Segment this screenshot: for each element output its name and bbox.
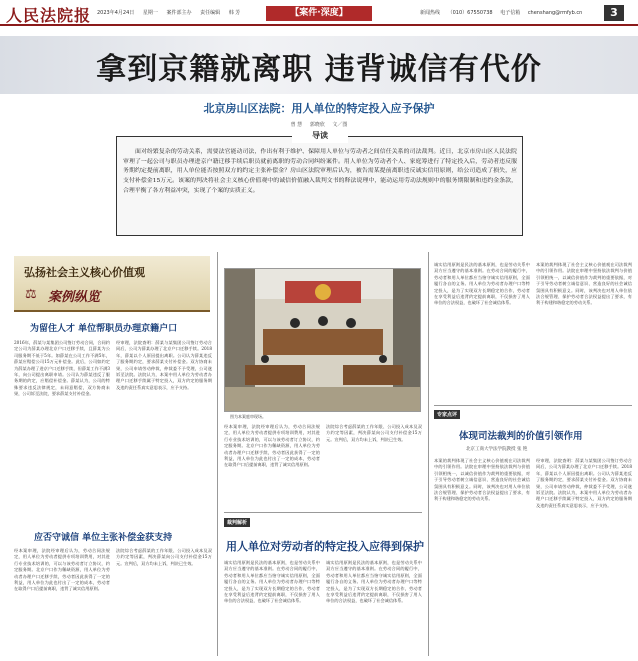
byline-author-2: 郭晓欣 [309, 122, 325, 128]
courtroom-illustration [225, 269, 421, 412]
right-author-meta: 北京工商大学法学院教授 张 艳 [466, 447, 528, 452]
byline [0, 121, 638, 128]
email-address: chenshang@rmfyb.cn [527, 10, 583, 16]
left-section-title-2: 应否守诚信 单位主张补偿金获支持 [34, 533, 173, 543]
scale-icon: ⚖ [25, 287, 37, 302]
headline-band [0, 36, 638, 94]
mid-section-title: 用人单位对劳动者的特定投入应得到保护 [226, 540, 424, 553]
column-divider-1 [217, 252, 218, 656]
headline: 拿到京籍就离职 违背诚信有代价 [96, 52, 542, 87]
hotline-label: 新闻热线 [420, 10, 441, 16]
col5-text-b: 经审理，法院查明：薛某与某集团公司签订劳动合同后，公司为薛某办理了北京户口迁移手续。2018年，薛某以个人原因提出离职。公司认为薛某违反了服务期约定，要求薛某支付补偿金。双方协商未果，公司申请劳动仲裁，仲裁委不予受理，公司遂诉至法院。法院认为，本案中用人单位为劳动者办理户口迁移手续属于特定投入，双方约定的服务期及违约责任系真实意思表示，应予支持。 [536, 458, 632, 508]
courtroom-photo [224, 268, 421, 412]
right-section-title: 体现司法裁判的价值引领作用 [459, 431, 583, 442]
col4-text-b: 本案的裁判体现了社会主义核心价值观在司法裁判中的引领作用。法院在审理中坚持依法裁判与价值引领相统一，以诚信价值作为裁判的重要依据，对于引导劳动者树立诚信意识、营造良好的社会诚信氛围具有积极意义。同时，该判决也对用人单位依法合规管理、保护劳动者合法权益提出了要求，有利于构建和谐稳定的劳动关系。 [536, 262, 632, 306]
mid-divider [224, 512, 422, 513]
col1-text-a: 2016年，薛某与某集团公司签订劳动合同，合同约定公司为薛某办理北京户口迁移手续，且薛某为公司服务期不低于5年。如薛某在公司工作不满5年，薛某应赔偿公司15万元补偿金。此后，公司如约定为薛某办理了进京户口迁移手续，但薛某工作不满3年，向公司提出离职申请。公司认为薛某违反了服务期的约定，应赔偿补偿金。薛某认为，公司的特殊要求违反法律规定，未同意赔偿，双方协商未果，公司诉至法院，要求薛某支付补偿金。 [14, 340, 110, 397]
hotline-number: （010）67550738 [447, 10, 493, 16]
banner-line-1: 弘扬社会主义核心价值观 [24, 266, 145, 279]
col3-text-a: 诚实信用原则是民法的基本原则，也是劳动关系中双方应当遵守的基本准则。在劳动合同的履行中，劳动者和用人单位都应当恪守诚实信用原则，全面履行各自的义务。用人单位为劳动者办理户口等特定投入，是为了实现双方长期稳定的合作，劳动者在享受利益后违背约定提前离职，不仅损害了用人单位的合法权益，也破坏了社会诚信体系。 [224, 560, 320, 604]
lead-box [116, 131, 523, 236]
photo-caption: 图为本案庭审现场。 [230, 414, 266, 419]
byline-suffix: 文／图 [332, 122, 348, 128]
byline-author-1: 曾 慧 [290, 122, 303, 128]
responsible-editor-label: 责任编辑 [200, 10, 221, 16]
col2-text-a: 经本案审理，法院经审理后认为，劳动合同法规定，用人单位为劳动者提供专项培训费用，对其进行专业技术培训的，可以与该劳动者订立协议，约定服务期。北京户口作为稀缺资源，用人单位为劳动者办理户口迁移手续，劳动者因此获得了一定的利益，用人单位为此也付出了一定的成本，劳动者在取得户口后提前离职，违背了诚实信用原则。 [224, 424, 320, 468]
right-divider [434, 405, 632, 406]
section-tag: 【案件·深度】 [266, 6, 372, 21]
right-kicker: 专家点评 [434, 410, 460, 419]
banner-line-2: 案例纵览 [48, 290, 101, 305]
newspaper-logo: 人民法院报 [6, 6, 92, 25]
col4-text-a: 诚实信用原则是民法的基本原则，也是劳动关系中双方应当遵守的基本准则。在劳动合同的履行中，劳动者和用人单位都应当恪守诚实信用原则，全面履行各自的义务。用人单位为劳动者办理户口等特定投入，是为了实现双方长期稳定的合作，劳动者在享受利益后违背约定提前离职，不仅损害了用人单位的合法权益，也破坏了社会诚信体系。 [434, 262, 530, 306]
col1-text-d: 法院综合考虑薛某的工作年限、公司投入成本及双方约定等因素，判决薛某向公司支付补偿金15万元。宣判后，双方均未上诉，判决已生效。 [116, 548, 212, 566]
masthead-meta [97, 9, 247, 16]
issue-weekday: 星期一 [142, 10, 158, 16]
col1-text-c: 经本案审理，法院经审理后认为，劳动合同法规定，用人单位为劳动者提供专项培训费用，对其进行专业技术培训的，可以与该劳动者订立协议，约定服务期。北京户口作为稀缺资源，用人单位为劳动者办理户口迁移手续，劳动者因此获得了一定的利益，用人单位为此也付出了一定的成本，劳动者在取得户口后提前离职，违背了诚实信用原则。 [14, 548, 110, 592]
email-label: 电子信箱 [500, 10, 521, 16]
issue-date: 2023年4月24日 [97, 10, 135, 16]
page-number: 3 [604, 5, 624, 21]
col3-text-b: 诚实信用原则是民法的基本原则，也是劳动关系中双方应当遵守的基本准则。在劳动合同的履行中，劳动者和用人单位都应当恪守诚实信用原则，全面履行各自的义务。用人单位为劳动者办理户口等特定投入，是为了实现双方长期稳定的合作，劳动者在享受利益后违背约定提前离职，不仅损害了用人单位的合法权益，也破坏了社会诚信体系。 [326, 560, 422, 604]
section-editor: 案件部主办 [166, 10, 192, 16]
column-divider-2 [428, 252, 429, 656]
left-section-title-1: 为留住人才 单位帮职员办理京籍户口 [30, 324, 178, 334]
values-banner [14, 256, 210, 312]
lead-text: 面对纷繁复杂的劳动关系，需要法官能动司法，作出有利于维护、保障用人单位与劳动者之间信任关系的司法裁判。近日，北京市房山区人民法院审理了一起公司与职员办理进京户籍迁移手续后职员就前离职的劳动合同纠纷案件。用人单位为劳动者个人、家庭筹进行了特定投入后，劳动者违反服务期约定提前离职，用人单位能否按照双方的约定主张补偿金？房山区法院审理后认为，被告需某提前离职违反诚实信用原则，给公司造成了损失，应支付补偿金15万元。该案的判决将社会主义核心价值观中的诚信价值融入裁判文书的释法说理中，能动运用劳动法规则中的服务期限制和违约金条款，合理平衡了各方利益冲突，实现了个案的实质正义。 [123, 149, 517, 194]
lead-label: 导读 [292, 130, 348, 143]
col5-text-a: 本案的裁判体现了社会主义核心价值观在司法裁判中的引领作用。法院在审理中坚持依法裁判与价值引领相统一，以诚信价值作为裁判的重要依据，对于引导劳动者树立诚信意识、营造良好的社会诚信氛围具有积极意义。同时，该判决也对用人单位依法合规管理、保护劳动者合法权益提出了要求，有利于构建和谐稳定的劳动关系。 [434, 458, 530, 502]
masthead-contact [420, 9, 588, 16]
masthead [0, 0, 638, 26]
col1-text-b: 经审理，法院查明：薛某与某集团公司签订劳动合同后，公司为薛某办理了北京户口迁移手续。2018年，薛某以个人原因提出离职。公司认为薛某违反了服务期约定，要求薛某支付补偿金。双方协商未果，公司申请劳动仲裁，仲裁委不予受理，公司遂诉至法院。法院认为，本案中用人单位为劳动者办理户口迁移手续属于特定投入，双方约定的服务期及违约责任系真实意思表示，应予支持。 [116, 340, 212, 390]
mid-kicker: 裁判解析 [224, 518, 250, 527]
col2-text-b: 法院综合考虑薛某的工作年限、公司投入成本及双方约定等因素，判决薛某向公司支付补偿金15万元。宣判后，双方均未上诉，判决已生效。 [326, 424, 422, 442]
subheadline: 北京房山区法院：用人单位的特定投入应予保护 [203, 102, 435, 115]
responsible-editor-name: 韩 芳 [228, 10, 241, 16]
